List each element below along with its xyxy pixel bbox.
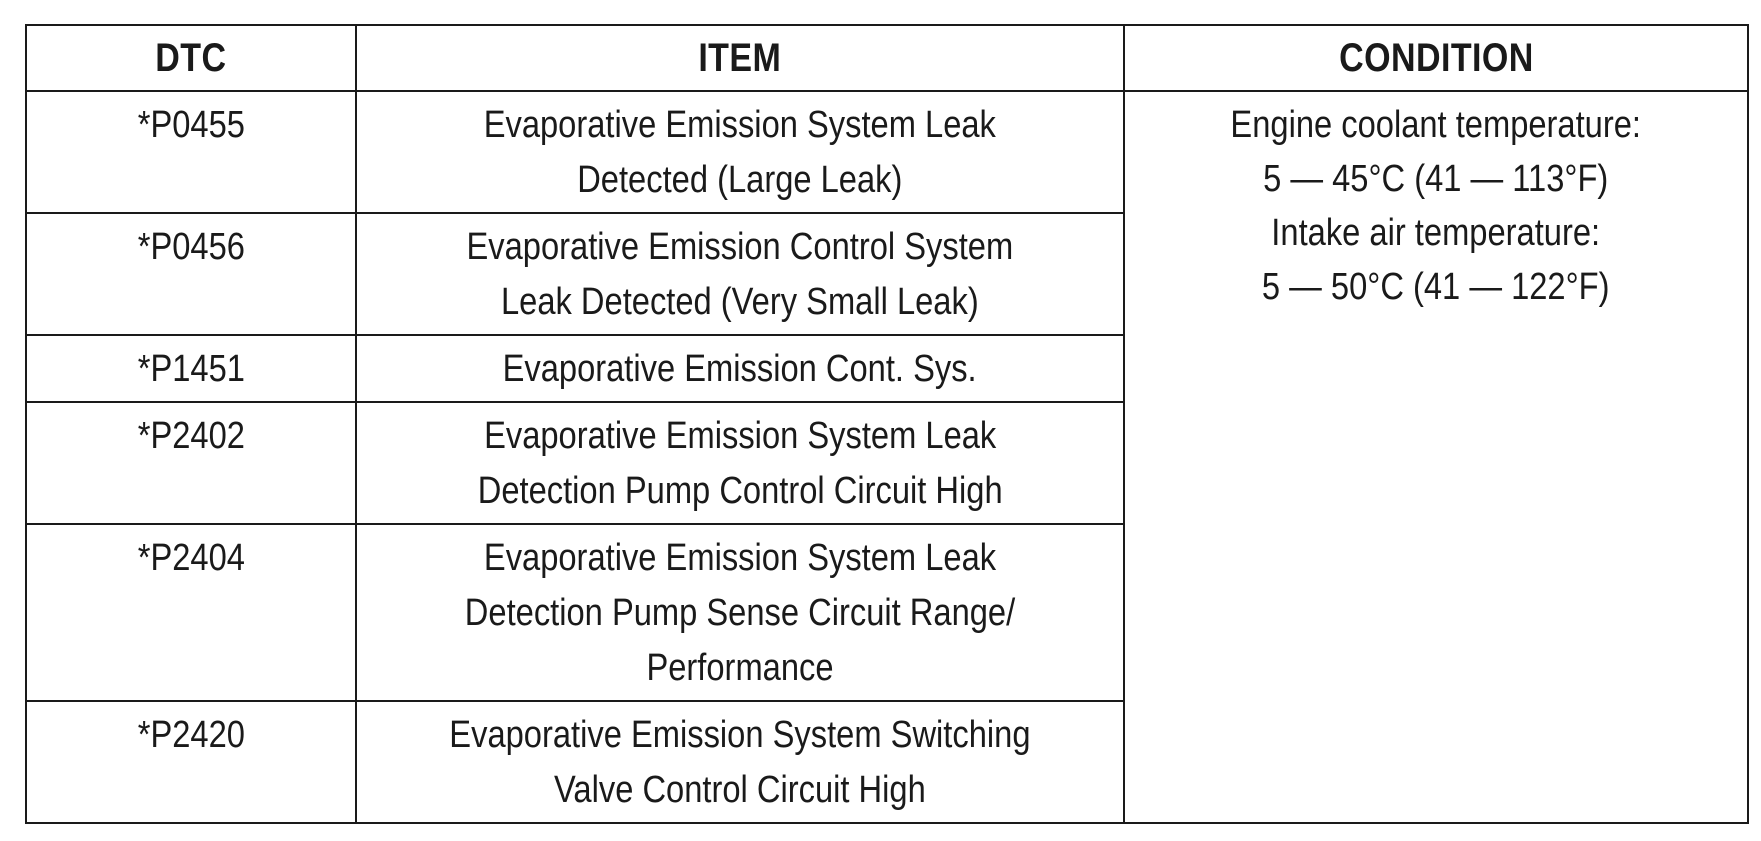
- dtc-cell: *P2404: [26, 524, 356, 701]
- column-header-dtc: DTC: [26, 25, 356, 91]
- condition-line: Intake air temperature:: [1271, 212, 1601, 254]
- dtc-cell: *P0456: [26, 213, 356, 335]
- column-header-item: ITEM: [356, 25, 1124, 91]
- dtc-condition-table: [25, 24, 1749, 824]
- item-cell: Evaporative Emission System Leak Detection Pump Sense Circuit Range/ Performance: [356, 524, 1124, 701]
- item-cell: Evaporative Emission System Switching Valve Control Circuit High: [356, 701, 1124, 823]
- item-cell: Evaporative Emission Cont. Sys.: [356, 335, 1124, 402]
- condition-line: Engine coolant temperature:: [1230, 104, 1642, 146]
- column-header-condition: CONDITION: [1124, 25, 1748, 91]
- dtc-cell: *P2420: [26, 701, 356, 823]
- dtc-cell: *P2402: [26, 402, 356, 524]
- item-cell: Evaporative Emission System Leak Detection Pump Control Circuit High: [356, 402, 1124, 524]
- table-row: [26, 91, 1748, 213]
- item-cell: Evaporative Emission Control System Leak Detected (Very Small Leak): [356, 213, 1124, 335]
- condition-line: 5 — 45°C (41 — 113°F): [1263, 158, 1609, 200]
- table-header-row: [26, 25, 1748, 91]
- item-cell: Evaporative Emission System Leak Detected (Large Leak): [356, 91, 1124, 213]
- condition-cell: [1124, 91, 1748, 823]
- dtc-cell: *P1451: [26, 335, 356, 402]
- dtc-cell: *P0455: [26, 91, 356, 213]
- condition-line: 5 — 50°C (41 — 122°F): [1262, 266, 1610, 308]
